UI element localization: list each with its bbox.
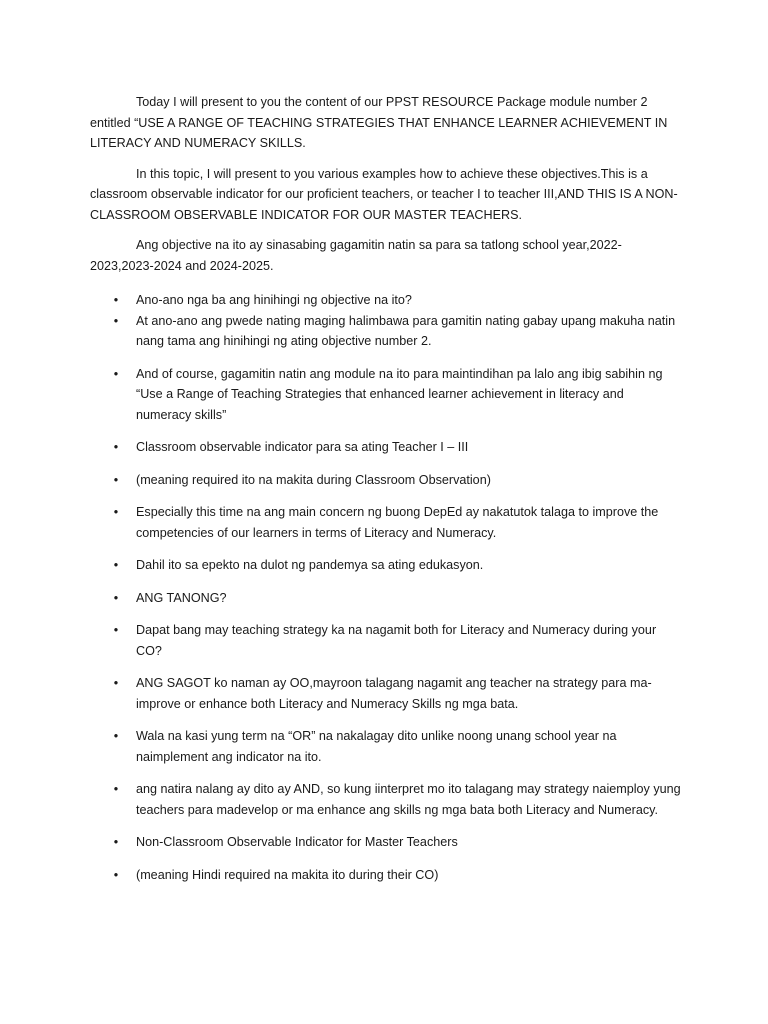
- topic-paragraph: In this topic, I will present to you various examples how to achieve these objectives.This is a classroom observable indicator for our proficient teachers, or teacher I to teacher III,AND THIS IS A NON-CLASSROOM OBSERVABLE INDICATOR FOR OUR MASTER TEACHERS.: [90, 166, 678, 222]
- list-item: [90, 588, 682, 609]
- bullet-icon: •: [113, 366, 119, 381]
- list-item-text: Ano-ano nga ba ang hinihingi ng objective na ito?: [136, 293, 412, 307]
- list-item-text: Wala na kasi yung term na “OR” na nakalagay dito unlike noong unang school year na naimplement ang indicator na ito.: [136, 729, 617, 764]
- bullet-icon: •: [113, 782, 119, 796]
- list-item-text: (meaning required ito na makita during Classroom Observation): [136, 472, 491, 487]
- list-item: [90, 502, 682, 543]
- list-item: [90, 290, 682, 311]
- list-item-text: Classroom observable indicator para sa ating Teacher I – III: [136, 440, 469, 454]
- list-item: [90, 726, 682, 767]
- list-item-text: ANG TANONG?: [136, 590, 227, 605]
- list-item: [90, 364, 682, 426]
- list-item-text: (meaning Hindi required na makita ito during their CO): [136, 867, 439, 882]
- intro-paragraph: Today I will present to you the content of our PPST RESOURCE Package module number 2 entitled “USE A RANGE OF TEACHING STRATEGIES THAT ENHANCE LEARNER ACHIEVEMENT IN LITERACY AND NUMERACY SKILLS.: [90, 95, 668, 150]
- list-item: [90, 673, 682, 714]
- bullet-icon: •: [113, 558, 119, 572]
- list-item: [90, 555, 682, 576]
- list-item-text: At ano-ano ang pwede nating maging halimbawa para gamitin nating gabay upang makuha natin nang tama ang hinihingi ng ating objective number 2.: [136, 313, 676, 348]
- bullet-icon: •: [113, 835, 119, 849]
- bullet-icon: •: [113, 472, 119, 487]
- list-item-text: ANG SAGOT ko naman ay OO,mayroon talagang nagamit ang teacher na strategy para ma-improve or enhance both Literacy and Numeracy Skills ng mga bata.: [136, 676, 652, 711]
- list-item-text: Non-Classroom Observable Indicator for Master Teachers: [136, 835, 458, 849]
- list-item-text: And of course, gagamitin natin ang module na ito para maintindihan pa lalo ang ibig sabihin ng “Use a Range of Teaching Strategies that enhanced learner achievement in literacy and numeracy skills”: [136, 366, 663, 422]
- list-item: [90, 470, 682, 491]
- bullet-icon: •: [113, 729, 119, 743]
- bullet-icon: •: [113, 867, 119, 882]
- bullet-icon: •: [113, 293, 119, 307]
- bullet-list: [90, 290, 682, 885]
- bullet-icon: •: [113, 313, 119, 328]
- bullet-icon: •: [113, 676, 119, 690]
- list-item: [90, 620, 682, 661]
- bullet-icon: •: [113, 590, 119, 605]
- document-page: [90, 92, 682, 897]
- bullet-icon: •: [113, 440, 119, 454]
- list-item: [90, 779, 682, 820]
- list-item: [90, 865, 682, 886]
- school-year-paragraph: Ang objective na ito ay sinasabing gagamitin natin sa para sa tatlong school year,2022-2023,2023-2024 and 2024-2025.: [90, 238, 622, 273]
- list-item: [90, 437, 682, 458]
- list-item-text: Dahil ito sa epekto na dulot ng pandemya sa ating edukasyon.: [136, 558, 484, 572]
- list-item: [90, 832, 682, 853]
- list-item-text: Especially this time na ang main concern ng buong DepEd ay nakatutok talaga to improve the competencies of our learners in terms of Literacy and Numeracy.: [136, 505, 659, 540]
- bullet-icon: •: [113, 623, 119, 637]
- bullet-icon: •: [113, 505, 119, 519]
- list-item: [90, 311, 682, 352]
- list-item-text: ang natira nalang ay dito ay AND, so kung iinterpret mo ito talagang may strategy naiemploy yung teachers para madevelop or ma enhance ang skills ng mga bata both Literacy and Numeracy.: [136, 782, 681, 817]
- list-item-text: Dapat bang may teaching strategy ka na nagamit both for Literacy and Numeracy during your CO?: [136, 623, 657, 658]
